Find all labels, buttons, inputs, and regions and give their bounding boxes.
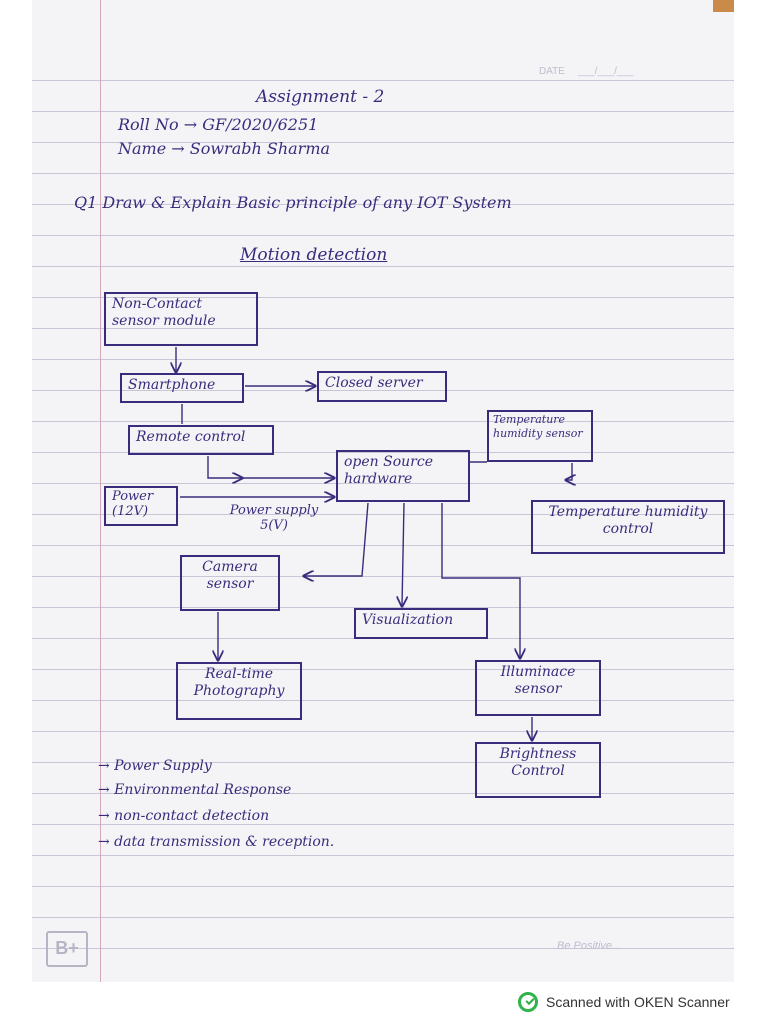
question-text: Q1 Draw & Explain Basic principle of any IOT System: [74, 193, 512, 212]
arrow-remote-to-hardware: [208, 456, 242, 478]
illuminance-sensor-box: Illuminace sensor: [475, 660, 601, 716]
camera-sensor-box: Camera sensor: [180, 555, 280, 611]
scanner-watermark: [518, 991, 730, 1013]
realtime-photography-box: Real-time Photography: [176, 662, 302, 720]
footer-motto: Be Positive...: [557, 940, 622, 952]
scanner-watermark-text: Scanned with OKEN Scanner: [546, 994, 730, 1010]
date-placeholder: ___/___/___: [578, 66, 634, 77]
smartphone-box: Smartphone: [120, 373, 244, 403]
feature-item: → non-contact detection: [98, 808, 270, 824]
date-label: DATE: [539, 66, 565, 77]
non-contact-sensor-box: Non-Contact sensor module: [104, 292, 258, 346]
notebook-page: [32, 0, 734, 982]
visualization-box: Visualization: [354, 608, 488, 639]
closed-server-box: Closed server: [317, 371, 447, 402]
remote-control-box: Remote control: [128, 425, 274, 455]
power-supply-label: Power supply 5(V): [229, 503, 319, 533]
temp-humidity-control-box: Temperature humidity control: [531, 500, 725, 554]
arrow-temp-sensor-to-control: [566, 463, 572, 480]
arrow-hardware-to-camera: [304, 503, 368, 576]
brightness-control-box: Brightness Control: [475, 742, 601, 798]
diagram-heading: Motion detection: [240, 245, 388, 265]
grade-stamp: B+: [46, 931, 88, 967]
assignment-title: Assignment - 2: [256, 87, 385, 107]
arrow-hardware-to-visualization: [402, 503, 404, 606]
feature-item: → data transmission & reception.: [98, 834, 335, 850]
feature-item: → Environmental Response: [98, 782, 292, 798]
power-box: Power (12V): [104, 486, 178, 526]
open-source-hardware-box: open Source hardware: [336, 450, 470, 502]
student-name: Name → Sowrabh Sharma: [118, 139, 331, 158]
arrow-hardware-to-illuminance: [442, 503, 520, 658]
oken-scanner-logo-icon: [518, 992, 538, 1012]
temp-humidity-sensor-box: Temperature humidity sensor: [487, 410, 593, 462]
feature-item: → Power Supply: [98, 758, 212, 774]
roll-number: Roll No → GF/2020/6251: [118, 115, 319, 134]
